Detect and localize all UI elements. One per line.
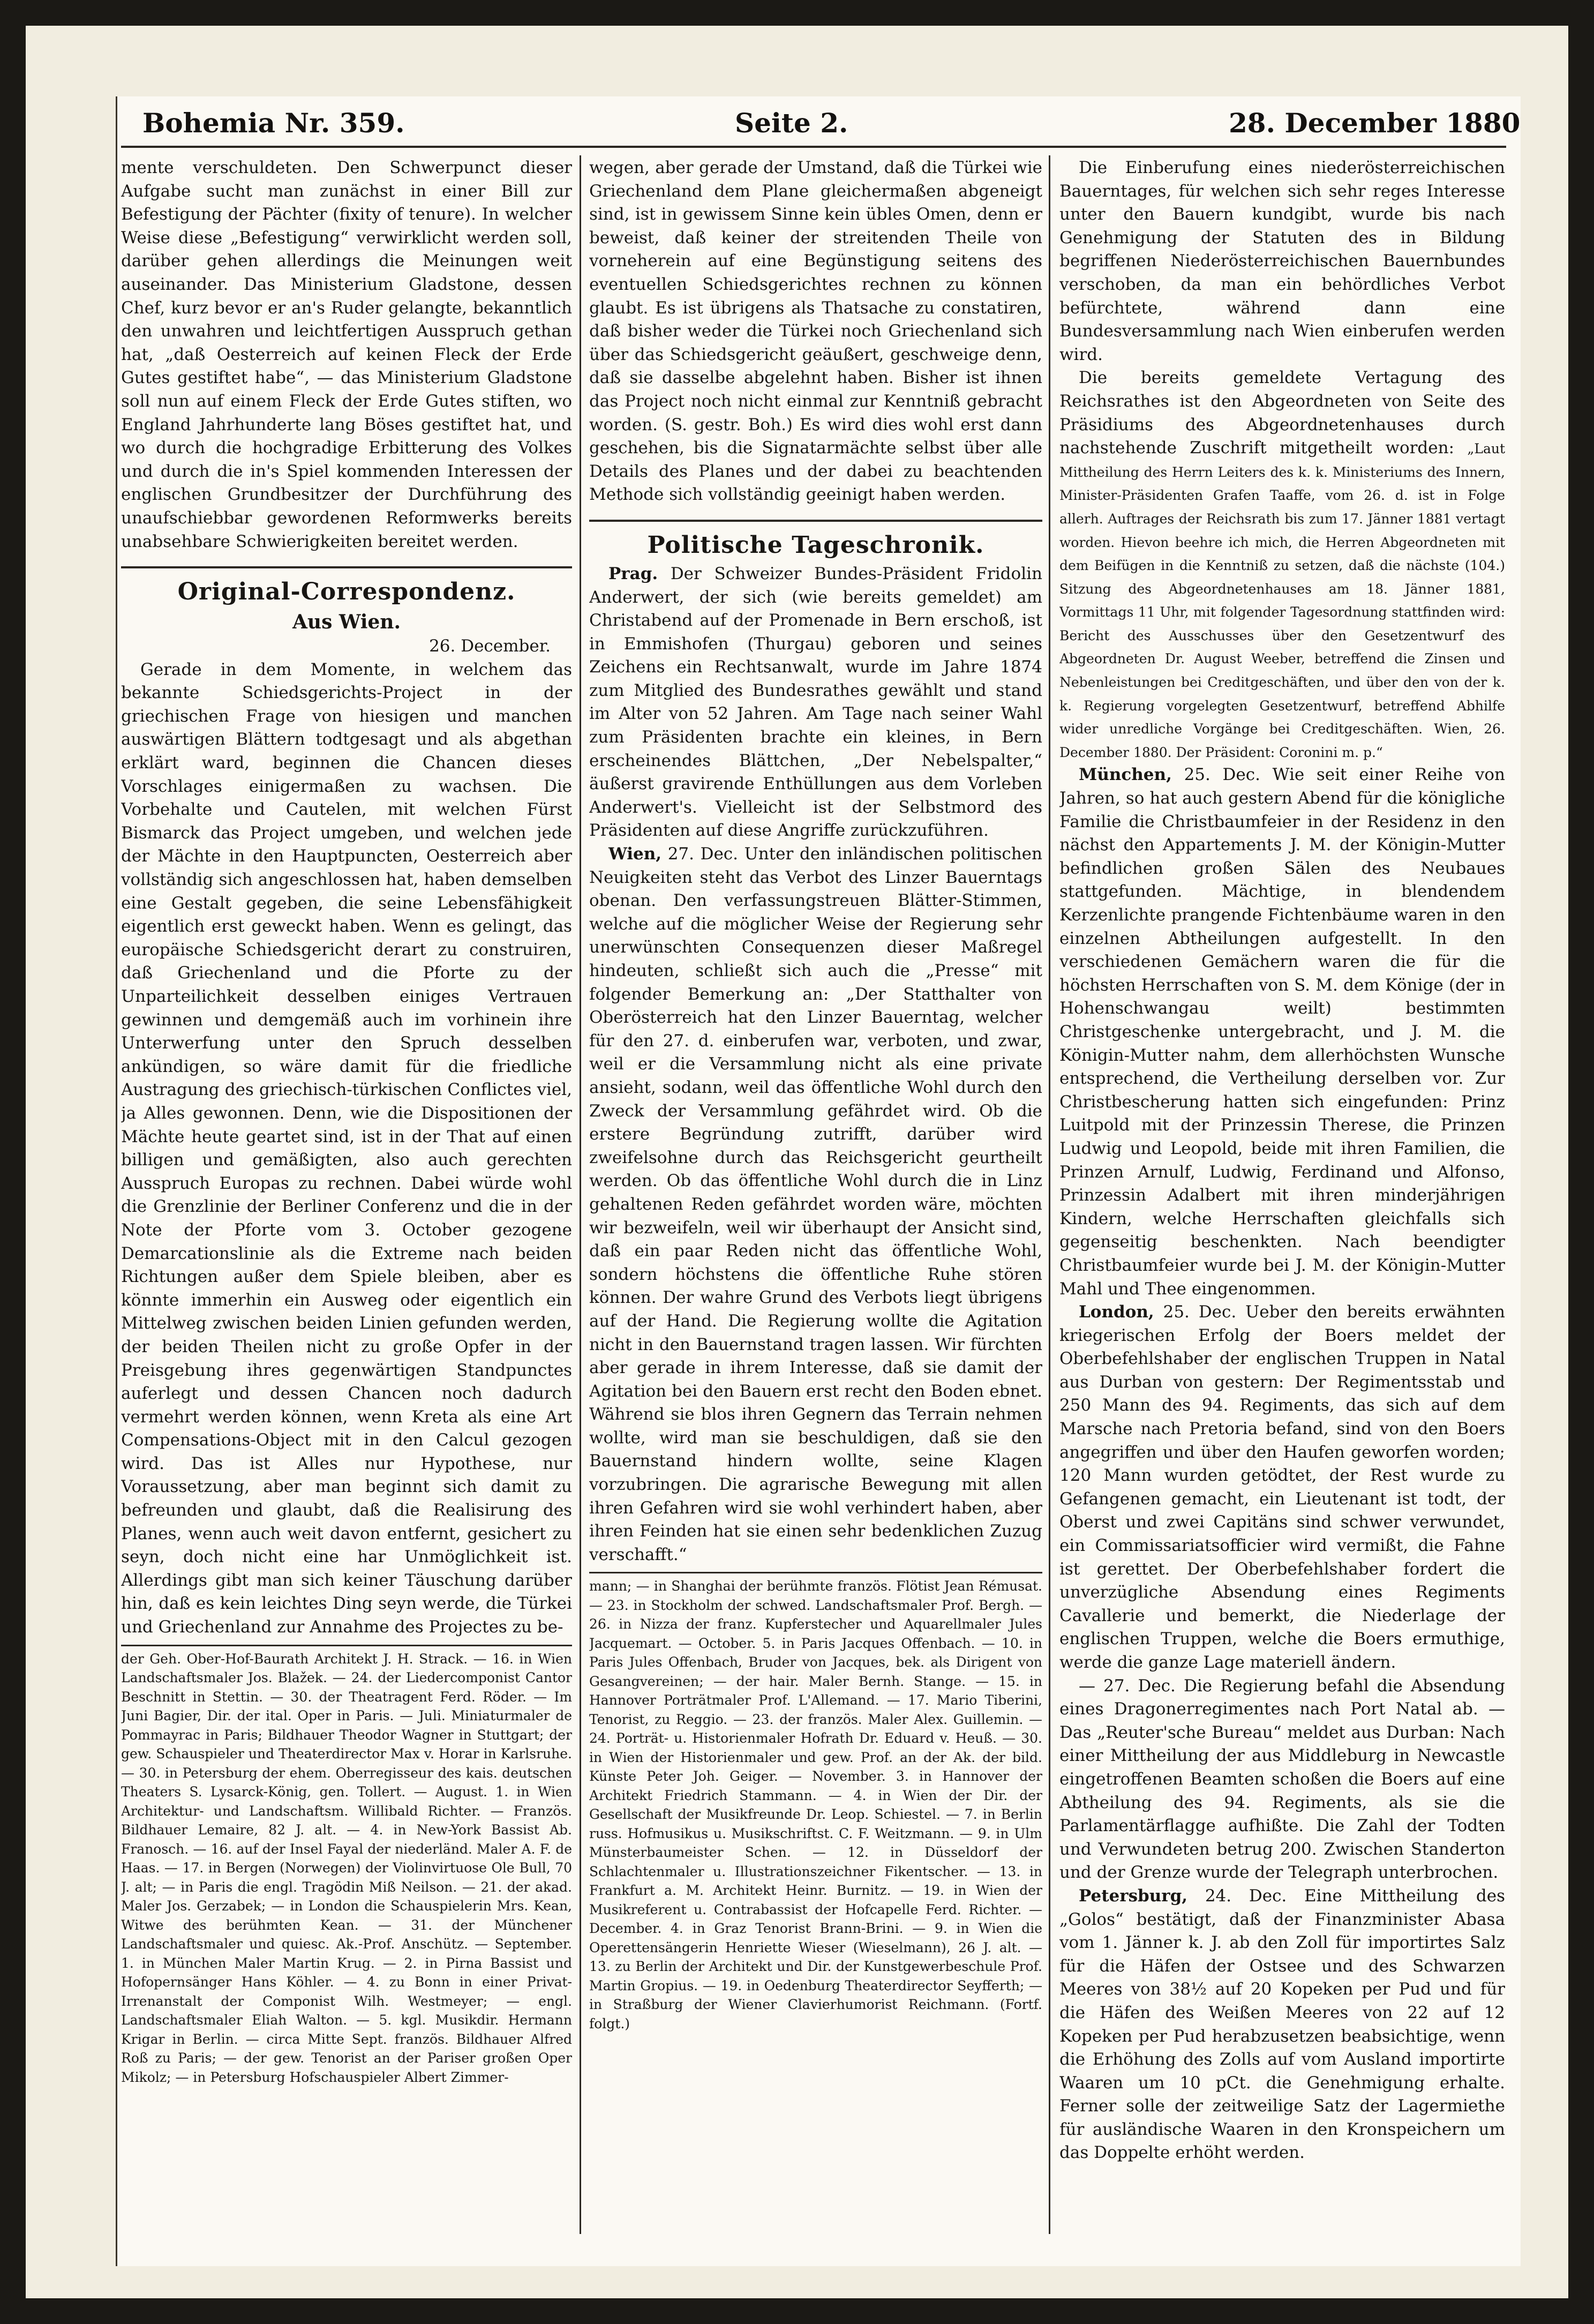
header-issue-number: Bohemia Nr. 359. [142,107,405,139]
news-item-london [1059,1301,1505,1675]
column-divider [580,155,581,2234]
news-text: 25. Dec. Ueber den bereits erwähnten kriegerischen Erfolg der Boers meldet der Oberbefehlshaber der englischen Truppen in Natal aus Durban von gestern: Der Regimentsstab und 250 Mann des 94. Regiments, das sich auf dem Marsche nach Pretoria befand, sind von den Boers angegriffen und über den Haufen geworfen worden; 120 Mann wurden getödtet, der Rest wurde zu Gefangenen gemacht, ein Lieutenant ist todt, der Oberst und zwei Capitäns sind schwer verwundet, ein Commissariatsofficier wird vermißt, die Fahne ist gerettet. Der Oberbefehlshaber fordert die unverzügliche Absendung eines Regiments Cavallerie und bemerkt, die Niederlage der englischen Truppen, welche die Boers ermuthige, werde die ganze Lage materiell ändern. [1059,1302,1505,1672]
column-2 [589,156,1042,2235]
article-continuation: mente verschuldeten. Den Schwerpunct dieser Aufgabe sucht man zunächst in einer Bill zur Befestigung der Pächter (fixity of tenure). In welcher Weise diese „Befestigung“ verwirklicht werden soll, darüber gehen allerdings die Meinungen weit auseinander. Das Ministerium Gladstone, dessen Chef, kurz bevor er an's Ruder gelangte, bekanntlich den unwahren und leichtfertigen Ausspruch gethan hat, „daß Oesterreich auf keinen Fleck der Erde Gutes gestiftet habe“, — das Ministerium Gladstone soll nun auf einem Fleck der Erde Gutes stiften, wo England Jahrhunderte lang Böses gestiftet hat, und wo durch die hochgradige Erbitterung des Volkes und durch die in's Spiel kommenden Interessen der englischen Grundbesitzer der Durchführung des unaufschiebbar gewordenen Reformwerks bereits unabsehbare Schwierigkeiten bereitet werden. [121,158,572,551]
place-name: Wien, [608,844,662,864]
column-3 [1059,156,1505,2235]
quoted-notice: „Laut Mittheilung des Herrn Leiters des k. k. Ministeriums des Innern, Minister-Präsidenten Grafen Taaffe, vom 26. d. ist in Folge allerh. Auftrages der Reichsrath bis zum 17. Jänner 1881 vertagt worden. Hievon beehre ich mich, die Herren Abgeordneten mit dem Beifügen in die Kenntniß zu setzen, daß die nächste (104.) Sitzung des Abgeordnetenhauses am 18. Jänner 1881, Vormittags 11 Uhr, mit folgender Tagesordnung stattfinden wird: Bericht des Ausschusses über den Gesetzentwurf des Abgeordneten Dr. August Weeber, betreffend die Zinsen und Nebenleistungen bei Creditgeschäften, und über den von der k. k. Regierung vorgelegten Gesetzentwurf, betreffend Abhilfe wider unredliche Vorgänge bei Creditgeschäften. Wien, 26. December 1880. Der Präsident: Coronini m. p.“ [1059,441,1505,760]
news-text: 25. Dec. Wie seit einer Reihe von Jahren, so hat auch gestern Abend für die königliche Familie die Christbaumfeier in der Residenz in den nächst den Appartements J. M. der Königin-Mutter befindlichen großen Sälen des Neubaues stattgefunden. Mächtige, in blendendem Kerzenlichte prangende Fichtenbäume waren in den einzelnen Abtheilungen aufgestellt. In den verschiedenen Gemächern waren die für die höchsten Herrschaften von S. M. dem Könige (der in Hohenschwangau weilt) bestimmten Christgeschenke untergebracht, und J. M. die Königin-Mutter nahm, dem allerhöchsten Wunsche entsprechend, die Vertheilung derselben vor. Zur Christbescherung hatten sich eingefunden: Prinz Luitpold mit der Prinzessin Therese, die Prinzen Ludwig und Leopold, beide mit ihren Familien, die Prinzen Arnulf, Ludwig, Ferdinand und Alfonso, Prinzessin Adalbert mit ihren minderjährigen Kindern, welche Herrschaften gleichfalls sich gegenseitig beschenkten. Nach beendigter Christbaumfeier wurde bei J. M. der Königin-Mutter Mahl und Thee eingenommen. [1059,765,1505,1299]
article-body: Gerade in dem Momente, in welchem das bekannte Schiedsgerichts-Project in der griechischen Frage von hiesigen und manchen auswärtigen Blättern todtgesagt und als abgethan erklärt ward, beginnen die Chancen dieses Vorschlages einigermaßen zu wachsen. Die Vorbehalte und Cautelen, mit welchen Fürst Bismarck das Project umgeben, und welchen jede der Mächte in den Hauptpuncten, Oesterreich aber vollständig sich angeschlossen hat, haben demselben eine Gestalt gegeben, die seine Lebensfähigkeit eigentlich erst geweckt haben. Wenn es gelingt, das europäische Schiedsgericht derart zu construiren, daß Griechenland und die Pforte zu der Unparteilichkeit desselben einiges Vertrauen gewinnen und demgemäß auch im vorhinein ihre Unterwerfung unter den Spruch desselben ankündigen, so wäre damit für die friedliche Austragung des griechisch-türkischen Conflictes viel, ja Alles gewonnen. Denn, wie die Dispositionen der Mächte heute geartet sind, ist in der That auf einen billigen und gemäßigten, also auch gerechten Ausspruch Europas zu rechnen. Dabei würde wohl die Grenzlinie der Berliner Conferenz und die in der Note der Pforte vom 3. October gezogene Demarcationslinie als die Extreme nach beiden Richtungen außer dem Spiele bleiben, aber es könnte immerhin ein Ausweg oder eigentlich ein Mittelweg zwischen beiden Linien gefunden werden, der beiden Theilen nicht zu große Opfer in der Preisgebung ihres gegenwärtigen Standpunctes auferlegt und dessen Chancen noch dadurch vermehrt werden können, wenn Kreta als eine Art Compensations-Object mit in den Calcul gezogen wird. Das ist Alles nur Hypothese, nur Voraussetzung, aber man beginnt sich damit zu befreunden und glaubt, daß die Realisirung des Planes, wenn auch weit davon entfernt, gesichert zu seyn, doch nicht eine har Unmöglichkeit ist. Allerdings gibt man sich keiner Täuschung darüber hin, daß es kein leichtes Ding seyn werde, die Türkei und Griechenland zur Annahme des Projectes zu be- [121,659,572,1637]
news-item-bauerntag: Die Einberufung eines niederösterreichischen Bauerntages, für welchen sich sehr reges Interesse unter den Bauern kundgibt, wurde bis nach Genehmigung der Statuten des in Bildung begriffenen Niederösterreichischen Bauernbundes verschoben, da man ein behördliches Verbot befürchtete, während dann eine Bundesversammlung nach Wien einberufen werden wird. [1059,158,1505,364]
place-name: München, [1079,765,1172,785]
section-title: Original-Correspondenz. [177,578,516,606]
section-rule [589,520,1042,522]
article-continuation: wegen, aber gerade der Umstand, daß die Türkei wie Griechenland dem Plane gleichermaßen abgeneigt sind, ist in gewissem Sinne kein übles Omen, denn er beweist, daß keiner der streitenden Theile von vorneherein auf eine Begünstigung seitens des eventuellen Schiedsgerichtes rechnen zu können glaubt. Es ist übrigens als Thatsache zu constatiren, daß bisher weder die Türkei noch Griechenland sich über das Schiedsgericht geäußert, geschweige denn, daß sie dasselbe abgelehnt haben. Bisher ist ihnen das Project noch nicht einmal zur Kenntniß gebracht worden. (S. gestr. Boh.) Es wird dies wohl erst dann geschehen, bis die Signatarmächte selbst über alle Details des Planes und der dabei zu beachtenden Methode sich vollständig geeinigt haben werden. [589,158,1042,505]
news-text: 27. Dec. Unter den inländischen politischen Neuigkeiten steht das Verbot des Linzer Bauerntags obenan. Den verfassungstreuen Blätter-Stimmen, welche auf die möglicher Weise der Regierung sehr unerwünschten Consequenzen dieser Maßregel hindeuten, schließt sich auch die „Presse“ mit folgender Bemerkung an: „Der Statthalter von Oberösterreich hat den Linzer Bauerntag, welcher für den 27. d. einberufen war, verboten, und zwar, weil er die Versammlung nicht als eine private ansieht, sodann, weil das öffentliche Wohl durch den Zweck der Versammlung gefährdet wird. Ob die erstere Begründung zutrifft, darüber wird zweifelsohne durch das Reichsgericht geurtheilt werden. Ob das öffentliche Wohl durch die in Linz gehaltenen Reden gefährdet worden wäre, möchten wir bezweifeln, weil wir überhaupt der Ansicht sind, daß ein paar Reden nicht das öffentliche Wohl, sondern höchstens die öffentliche Ruhe stören können. Der wahre Grund des Verbots liegt übrigens auf der Hand. Die Regierung wollte die Agitation nicht in den Bauernstand tragen lassen. Wir fürchten aber gerade in ihrem Interesse, daß sie damit der Agitation bei den Bauern erst recht den Boden ebnet. Während sie blos ihren Gegnern das Terrain nehmen wollte, wird man sie beschuldigen, daß sie den Bauernstand hindern wollte, seine Klagen vorzubringen. Die agrarische Bewegung mit allen ihren Gefahren wird sie wohl verhindert haben, aber ihren Feinden hat sie einen sehr bedenklichen Zuzug verschafft.“ [589,844,1042,1564]
news-item-muenchen [1059,763,1505,1301]
news-text: 24. Dec. Eine Mittheilung des „Golos“ bestätigt, daß der Finanzminister Abasa vom 1. Jänner k. J. ab den Zoll für importirtes Salz für die Häfen der Ostsee und des Schwarzen Meeres von 38½ auf 20 Kopeken per Pud und für die Häfen des Weißen Meeres von 22 auf 12 Kopeken per Pud herabzusetzen beabsichtige, wenn die Erhöhung des Zolls auf vom Ausland importirte Waaren um 10 pCt. die Genehmigung erhalte. Ferner solle der zeitweilige Satz der Lagermiethe für ausländische Waaren in den Kronspeichern um das Doppelte erhöht werden. [1059,1886,1505,2163]
news-item-london-2: — 27. Dec. Die Regierung befahl die Absendung eines Dragonerregimentes nach Port Natal ab. — Das „Reuter'sche Bureau“ meldet aus Durban: Nach einer Mittheilung der aus Middleburg in Newcastle eingetroffenen Beamten schoßen die Boers auf eine Abtheilung des 94. Regiments, als sie die Parlamentärflagge aufhißte. Die Zahl der Todten und Verwundeten betrug 200. Zwischen Standerton und der Grenze wurde der Telegraph unterbrochen. [1059,1676,1505,1883]
news-item-prag [589,563,1042,843]
header-rule [121,146,1506,148]
feuilleton-rule [589,1572,1042,1573]
section-title: Politische Tageschronik. [647,531,984,559]
news-item-petersburg [1059,1885,1505,2165]
header-page-number: Seite 2. [735,107,848,139]
feuilleton-rule [121,1645,572,1646]
feuilleton-text: mann; — in Shanghai der berühmte französ. Flötist Jean Rémusat. — 23. in Stockholm der schwed. Landschaftsmaler Prof. Bergh. — 26. in Nizza der franz. Kupferstecher und Aquarellmaler Jules Jacquemart. — October. 5. in Paris Jacques Offenbach. — 10. in Paris Jules Offenbach, Bruder von Jacques, bek. als Dirigent von Gesangvereinen; — der hair. Maler Bernh. Stange. — 15. in Hannover Porträtmaler Prof. L'Allemand. — 17. Mario Tiberini, Tenorist, zu Reggio. — 23. der französ. Maler Alex. Guillemin. — 24. Porträt- u. Historienmaler Hofrath Dr. Eduard v. Heuß. — 30. in Wien der Historienmaler und gew. Prof. an der Ak. der bild. Künste Peter Joh. Geiger. — November. 3. in Hannover der Architekt Friedrich Stammann. — 4. in Wien der Dir. der Gesellschaft der Musikfreunde Dr. Leop. Schiestel. — 7. in Berlin russ. Hofmusikus u. Musikschriftst. C. F. Weitzmann. — 9. in Ulm Münsterbaumeister Schen. — 12. in Düsseldorf der Schlachtenmaler u. Illustrationszeichner Fikentscher. — 13. in Frankfurt a. M. Architekt Heinr. Burnitz. — 19. in Wien der Musikreferent u. Contrabassist der Hofcapelle Ferd. Richter. — December. 4. in Graz Tenorist Brann-Brini. — 9. in Wien die Operettensängerin Henriette Wieser (Wieselmann), 26 J. alt. — 13. zu Berlin der Architekt und Dir. der Kunstgewerbeschule Prof. Martin Gropius. — 19. in Oedenburg Theaterdirector Seyfferth; — in Straßburg der Wiener Clavierhumorist Reichmann. (Fortf. folgt.) [589,1578,1042,2031]
header-date: 28. December 1880 [1229,107,1521,139]
dateline: 26. December. [429,636,551,656]
place-name: Prag. [608,564,658,583]
place-name: London, [1079,1302,1154,1322]
section-rule [121,566,572,568]
section-subtitle: Aus Wien. [292,611,401,634]
column-1 [121,156,572,2235]
news-item-wien [589,843,1042,1566]
column-divider [1049,155,1050,2234]
feuilleton-text: der Geh. Ober-Hof-Baurath Architekt J. H. Strack. — 16. in Wien Landschaftsmaler Jos. Blažek. — 24. der Liedercomponist Cantor Beschnitt in Stettin. — 30. der Theatragent Ferd. Röder. — Im Juni Bagier, Dir. der ital. Oper in Paris. — Juli. Miniaturmaler de Pommayrac in Paris; Bildhauer Theodor Wagner in Stuttgart; der gew. Schauspieler und Theaterdirector Max v. Horar in Karlsruhe. — 30. in Petersburg der ehem. Oberregisseur des kais. deutschen Theaters S. Lysarck-König, gen. Tollert. — August. 1. in Wien Architektur- und Landschaftsm. Willibald Richter. — Französ. Bildhauer Lemaire, 82 J. alt. — 4. in New-York Bassist Ab. Franosch. — 16. auf der Insel Fayal der niederländ. Maler A. F. de Haas. — 17. in Bergen (Norwegen) der Violinvirtuose Ole Bull, 70 J. alt; — in Paris die engl. Tragödin Miß Neilson. — 21. der akad. Maler Jos. Gerzabek; — in London die Schauspielerin Mrs. Kean, Witwe des berühmten Kean. — 31. der Münchener Landschaftsmaler und quiesc. Ak.-Prof. Anschütz. — September. 1. in München Maler Martin Krug. — 2. in Pirna Bassist und Hofopernsänger Hans Köhler. — 4. zu Bonn in einer Privat-Irrenanstalt der Componist Wilh. Westmeyer; — engl. Landschaftsmaler Eliah Walton. — 5. kgl. Musikdir. Hermann Krigar in Berlin. — circa Mitte Sept. französ. Bildhauer Alfred Roß zu Paris; — der gew. Tenorist an der Pariser großen Oper Mikolz; — in Petersburg Hofschauspieler Albert Zimmer- [121,1651,572,2085]
news-text: Der Schweizer Bundes-Präsident Fridolin Anderwert, der sich (wie bereits gemeldet) am Christabend auf der Promenade in Bern erschoß, ist in Emmishofen (Thurgau) geboren und seines Zeichens ein Rechtsanwalt, wurde im Jahre 1874 zum Mitglied des Bundesrathes gewählt und stand im Alter von 52 Jahren. Am Tage nach seiner Wahl zum Präsidenten brachte ein kleines, in Bern erscheinendes Blättchen, „Der Nebelspalter,“ äußerst gravirende Enthüllungen aus dem Vorleben Anderwert's. Vielleicht ist der Selbstmord des Präsidenten auf diese Angriffe zurückzuführen. [589,564,1042,841]
news-item-reichsrath [1059,366,1505,763]
news-text: Die bereits gemeldete Vertagung des Reichsrathes ist den Abgeordneten von Seite des Präsidiums des Abgeordnetenhauses durch nachstehende Zuschrift mitgetheilt worden: [1059,368,1505,458]
place-name: Petersburg, [1079,1886,1188,1906]
